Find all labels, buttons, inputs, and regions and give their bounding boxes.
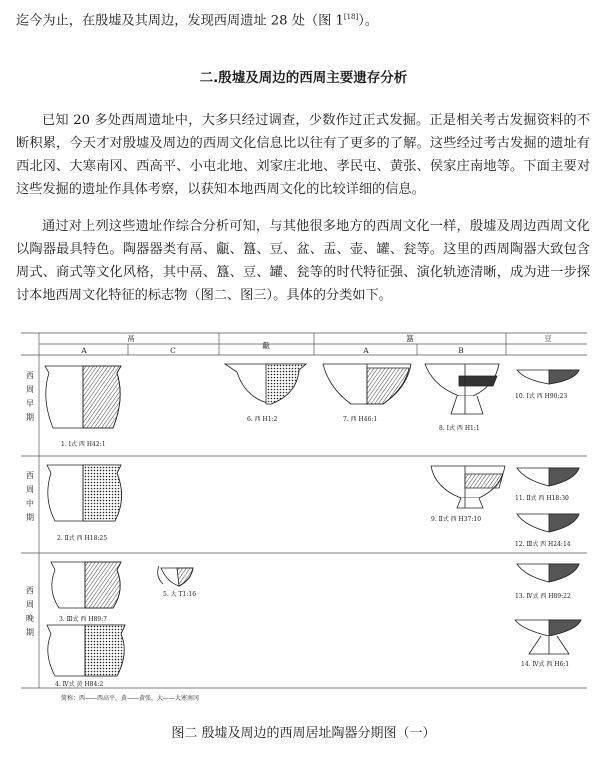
pot-6-label: 6. 西 H1:2 — [247, 416, 278, 423]
pot-8 — [425, 364, 499, 414]
period-late: 西周晚期 — [26, 586, 34, 637]
pot-14-label: 14. Ⅳ式 西 H6:1 — [521, 661, 570, 668]
intro-end: ）。 — [358, 13, 379, 29]
pot-3-label: 3. Ⅲ式 西 H89:7 — [59, 616, 107, 623]
header-li: 鬲 — [127, 334, 135, 343]
header-gui-a: A — [363, 346, 369, 355]
header-dou: 豆 — [544, 334, 552, 343]
pot-8-label: 8. Ⅰ式 西 H1:1 — [439, 425, 480, 432]
pot-13 — [517, 564, 579, 582]
abbrev-note: 简称：西——西高平，黄——黄张，大——大寒南冈 — [61, 695, 200, 702]
p2-line-2: 周文化以陶器最具特色。陶器器类有鬲、甗、簋、豆、盆、盂、壶、罐、瓮等。这里的西周 — [16, 219, 591, 257]
pot-4-label: 4. Ⅳ式 黄 H84:2 — [55, 681, 104, 688]
period-early: 西周早期 — [26, 371, 34, 422]
pot-13-label: 13. Ⅳ式 西 H89:22 — [515, 593, 571, 600]
p2-line-1: 通过对上列这些遗址作综合分析可知，与其他很多地方的西周文化一样，殷墟及周边西 — [42, 219, 551, 234]
pot-10 — [517, 370, 579, 384]
header-li-a: A — [81, 346, 87, 355]
pot-5 — [158, 566, 193, 586]
pot-5-label: 5. 大 T1:16 — [163, 591, 197, 598]
p1-line-2: 料的不断积累，今天才对殷墟及周边的西周文化信息比以往有了更多的了解。这些经过考古 — [16, 113, 591, 151]
pot-4 — [47, 625, 125, 676]
pot-7 — [323, 364, 411, 404]
pot-12-label: 12. Ⅲ式 西 H24:14 — [515, 541, 571, 548]
pot-2 — [47, 465, 122, 521]
pot-3 — [51, 562, 121, 608]
pot-1 — [45, 366, 121, 428]
pot-7-label: 7. 西 H46:1 — [343, 416, 378, 423]
pot-14 — [515, 620, 581, 654]
header-li-c: C — [170, 346, 176, 355]
intro-text: 迄今为止，在殷墟及其周边，发现西周遗址 28 处（图 1 — [16, 13, 344, 29]
p1-line-1: 已知 20 多处西周遗址中，大多只经过调查，少数作过正式发掘。正是相关考古发掘资 — [42, 113, 551, 128]
figure-caption: 图二 殷墟及周边的西周居址陶器分期图（一） — [171, 726, 436, 741]
header-gui-b: B — [458, 346, 464, 355]
p2-line-4: 清晰，成为进一步探讨本地西周文化特征的标志物（图二、图三）。具体的分类如下。 — [16, 265, 591, 303]
pot-1-label: 1. Ⅰ式 西 H42:1 — [61, 441, 106, 448]
paragraph-1 — [16, 109, 590, 201]
citation-ref: [18] — [343, 13, 359, 21]
pot-9-label: 9. Ⅱ式 西 H37:10 — [431, 516, 482, 523]
header-gui: 簋 — [406, 334, 414, 343]
pottery-phase-figure — [21, 328, 587, 710]
section-heading: 二.殷墟及周边的西周主要遗存分析 — [199, 70, 408, 86]
paragraph-2 — [16, 215, 590, 307]
pot-6 — [225, 364, 306, 404]
period-middle: 西周中期 — [26, 471, 34, 522]
p2-line-3: 陶器大致包含周式、商式等文化风格，其中鬲、簋、豆、罐、瓮等的时代特征强、演化轨迹 — [16, 242, 590, 280]
pot-12 — [517, 514, 579, 532]
intro-line — [16, 6, 590, 32]
period-labels — [26, 371, 34, 637]
pot-2-label: 2. Ⅱ式 西 H18:25 — [57, 535, 108, 542]
p1-line-3: 发掘的遗址有西北冈、大寒南冈、西高平、小屯北地、刘家庄北地、孝民屯、黄张、侯家庄 — [16, 136, 590, 174]
header-yan: 甗 — [262, 341, 270, 350]
pot-10-label: 10. Ⅰ式 西 H90:23 — [515, 393, 568, 400]
pot-11 — [517, 468, 579, 486]
pot-11-label: 11. Ⅱ式 西 H18:30 — [515, 495, 569, 502]
p1-line-4: 南地等。下面主要对这些发掘的遗址作具体考察，以获知本地西周文化的比较详细的信息。 — [16, 159, 591, 197]
pot-9 — [431, 466, 505, 508]
